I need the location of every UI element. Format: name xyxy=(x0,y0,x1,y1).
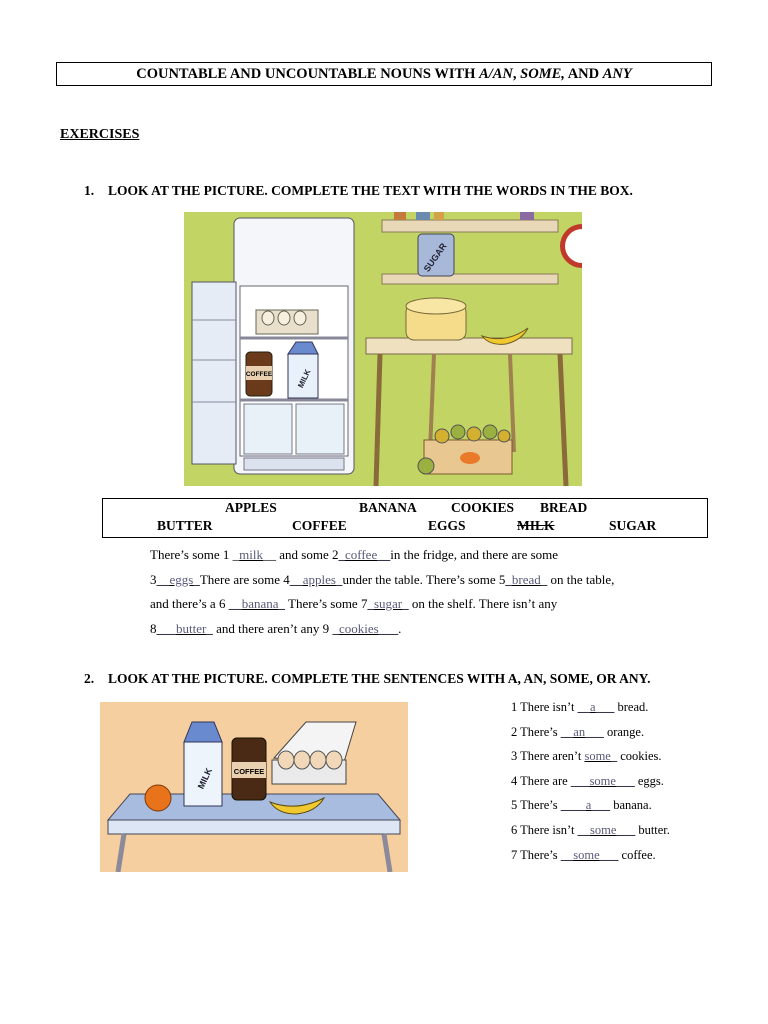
word-box-item: BUTTER xyxy=(157,518,213,533)
word-box-item: COOKIES xyxy=(451,500,515,515)
sugar-bag xyxy=(418,234,454,276)
svg-text:COFFEE: COFFEE xyxy=(245,371,273,378)
milk-carton xyxy=(184,722,222,806)
sentence: 4 There are ___some___ eggs. xyxy=(511,773,664,788)
answer-4: __apples_ xyxy=(289,571,343,587)
answer-9: _cookies___ xyxy=(332,620,399,636)
word-box-item: BREAD xyxy=(540,500,588,515)
milk-carton xyxy=(288,342,318,398)
answer-2: _coffee__ xyxy=(338,547,391,562)
kitchen-illustration xyxy=(184,212,582,486)
exercises-heading: EXERCISES xyxy=(60,127,140,142)
sentence: 2 There’s __an___ orange. xyxy=(511,724,645,739)
sentence-answer: __some___ xyxy=(577,822,636,837)
coffee-jar xyxy=(246,352,273,396)
sentence-answer: ___some___ xyxy=(570,773,635,788)
table-illustration xyxy=(100,702,408,872)
word-box-item: EGGS xyxy=(428,518,466,533)
word-box-item-crossed: MILK xyxy=(517,518,555,533)
word-box-item: SUGAR xyxy=(609,518,657,533)
answer-3: __eggs_ xyxy=(156,571,200,587)
sentence-answer: __an___ xyxy=(560,724,604,739)
svg-text:COFFEE: COFFEE xyxy=(233,767,265,776)
sentence-answer: __a___ xyxy=(577,700,615,714)
worksheet-title: COUNTABLE AND UNCOUNTABLE NOUNS WITH A/AN, SOME, AND ANY xyxy=(56,62,712,86)
sentence: 1 There isn’t __a___ bread. xyxy=(511,700,649,714)
sentence: 3 There aren’t some_ cookies. xyxy=(511,749,662,764)
sentence: 7 There’s __some___ coffee. xyxy=(511,847,656,862)
question-2-sentences xyxy=(511,695,670,867)
answer-1: milk xyxy=(239,547,264,562)
svg-text:MILK: MILK xyxy=(296,367,313,390)
sentence-answer: __some___ xyxy=(560,847,619,862)
question-1-heading: 1. LOOK AT THE PICTURE. COMPLETE THE TEXT WITH THE WORDS IN THE BOX. xyxy=(84,183,633,198)
sentence-answer: ____a___ xyxy=(560,798,611,813)
word-box-item: BANANA xyxy=(359,500,417,515)
answer-6: __banana_ xyxy=(228,596,286,611)
answer-8: ___butter_ xyxy=(156,620,213,636)
svg-text:SUGAR: SUGAR xyxy=(421,241,449,274)
text-line: and there’s a 6 __banana_ There’s some 7_sugar_ on the shelf. There isn’t any xyxy=(150,596,558,611)
word-box-item: COFFEE xyxy=(292,518,347,533)
sentence: 5 There’s ____a___ banana. xyxy=(511,798,652,813)
text-line: There’s some 1 _milk__ and some 2_coffee__in the fridge, and there are some xyxy=(150,547,559,562)
sentence-answer: some_ xyxy=(584,749,618,764)
answer-7: _sugar_ xyxy=(367,596,409,611)
text-line: 8___butter_ and there aren’t any 9 _cookies___. xyxy=(150,620,402,636)
question-1-text xyxy=(150,543,614,641)
coffee-jar xyxy=(232,738,266,800)
question-2-heading: 2. LOOK AT THE PICTURE. COMPLETE THE SENTENCES WITH A, AN, SOME, OR ANY. xyxy=(84,671,651,686)
svg-text:MILK: MILK xyxy=(195,766,215,791)
text-line: 3__eggs_There are some 4__apples_under the table. There’s some 5_bread_ on the table, xyxy=(150,571,615,587)
answer-5: _bread_ xyxy=(505,571,548,587)
word-box xyxy=(102,498,708,538)
sentence: 6 There isn’t __some___ butter. xyxy=(511,822,670,837)
word-box-item: APPLES xyxy=(225,500,277,515)
